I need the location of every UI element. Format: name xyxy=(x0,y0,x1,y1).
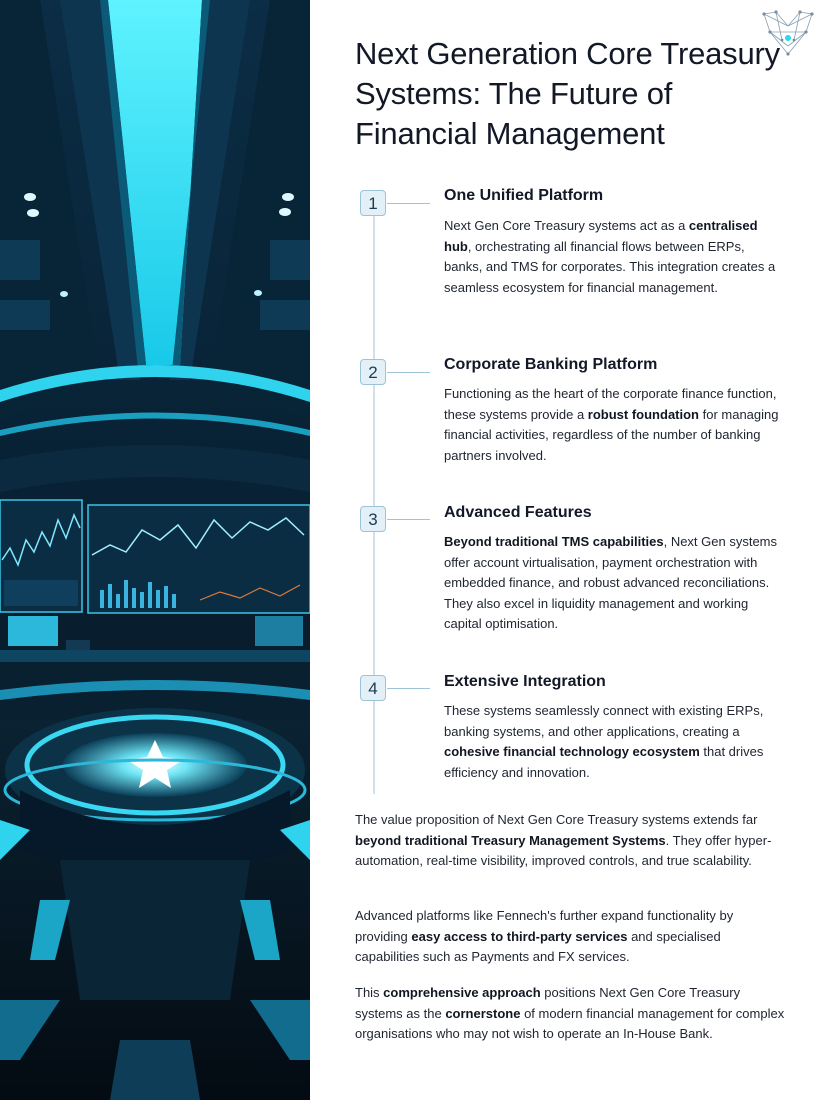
text-run: Next Gen Core Treasury systems act as a xyxy=(444,218,689,233)
text-run: for managing financial activities, regardless of the number of banking partners involved. xyxy=(444,406,779,463)
text-run: . They offer hyper-automation, real-time visibility, improved controls, and true scalability. xyxy=(355,832,772,868)
text-run: Functioning as the heart of the corporate finance function, these systems provide a xyxy=(444,386,777,422)
summary-paragraph xyxy=(355,983,785,1045)
text-run: positions Next Gen Core Treasury systems as the xyxy=(355,985,741,1021)
text-run: of modern financial management for complex organisations who may not wish to operate an In-House Bank. xyxy=(355,1005,785,1041)
step-number-badge: 2 xyxy=(360,359,386,385)
step-connector xyxy=(387,372,430,373)
page-title: Next Generation Core Treasury Systems: The Future of Financial Management xyxy=(355,36,780,151)
step-body xyxy=(444,532,784,635)
text-run: These systems seamlessly connect with existing ERPs, banking systems, and other applications, creating a xyxy=(444,703,764,739)
step-body xyxy=(444,384,784,466)
bold-text: beyond traditional Treasury Management Systems xyxy=(355,832,666,848)
step-connector xyxy=(387,203,430,204)
bold-text: cornerstone xyxy=(445,1005,521,1021)
step-title: One Unified Platform xyxy=(444,187,604,204)
bold-text: comprehensive approach xyxy=(383,985,541,1000)
step-title: Corporate Banking Platform xyxy=(444,356,658,373)
text-run: , orchestrating all financial flows between ERPs, banks, and TMS for corporates. This integration creates a seamless ecosystem for financial management. xyxy=(444,238,776,295)
text-run: The value proposition of Next Gen Core Treasury systems extends far xyxy=(355,812,758,827)
timeline-line xyxy=(373,202,375,794)
step-number-badge: 3 xyxy=(360,506,386,532)
bold-text: easy access to third-party services xyxy=(411,928,628,944)
text-run: This xyxy=(355,985,384,1000)
step-connector xyxy=(387,688,430,689)
step-connector xyxy=(387,519,430,520)
text-run: Advanced platforms like Fennech's further expand functionality by providing xyxy=(355,908,734,944)
text-run: , Next Gen systems offer account virtualisation, payment orchestration with embedded finance, and robust advanced reconciliations. They also excel in liquidity management and working capital optimisation. xyxy=(444,534,778,631)
step-body xyxy=(444,701,784,783)
summary-paragraph xyxy=(355,810,785,872)
step-number-badge: 1 xyxy=(360,190,386,216)
summary-paragraph xyxy=(355,906,785,968)
content-panel xyxy=(310,0,828,1100)
bold-text: centralised hub xyxy=(444,218,758,254)
step-number-badge: 4 xyxy=(360,675,386,701)
bold-text: Beyond traditional TMS capabilities xyxy=(444,534,664,549)
step-body xyxy=(444,216,784,298)
bold-text: cohesive financial technology ecosystem xyxy=(444,744,700,759)
bold-text: robust foundation xyxy=(587,406,699,422)
text-run: that drives efficiency and innovation. xyxy=(444,744,764,780)
step-title: Extensive Integration xyxy=(444,673,606,690)
control-room-image xyxy=(0,0,310,1100)
step-title: Advanced Features xyxy=(444,504,592,521)
hero-illustration xyxy=(0,0,310,1100)
text-run: and specialised capabilities such as Payments and FX services. xyxy=(355,928,721,964)
